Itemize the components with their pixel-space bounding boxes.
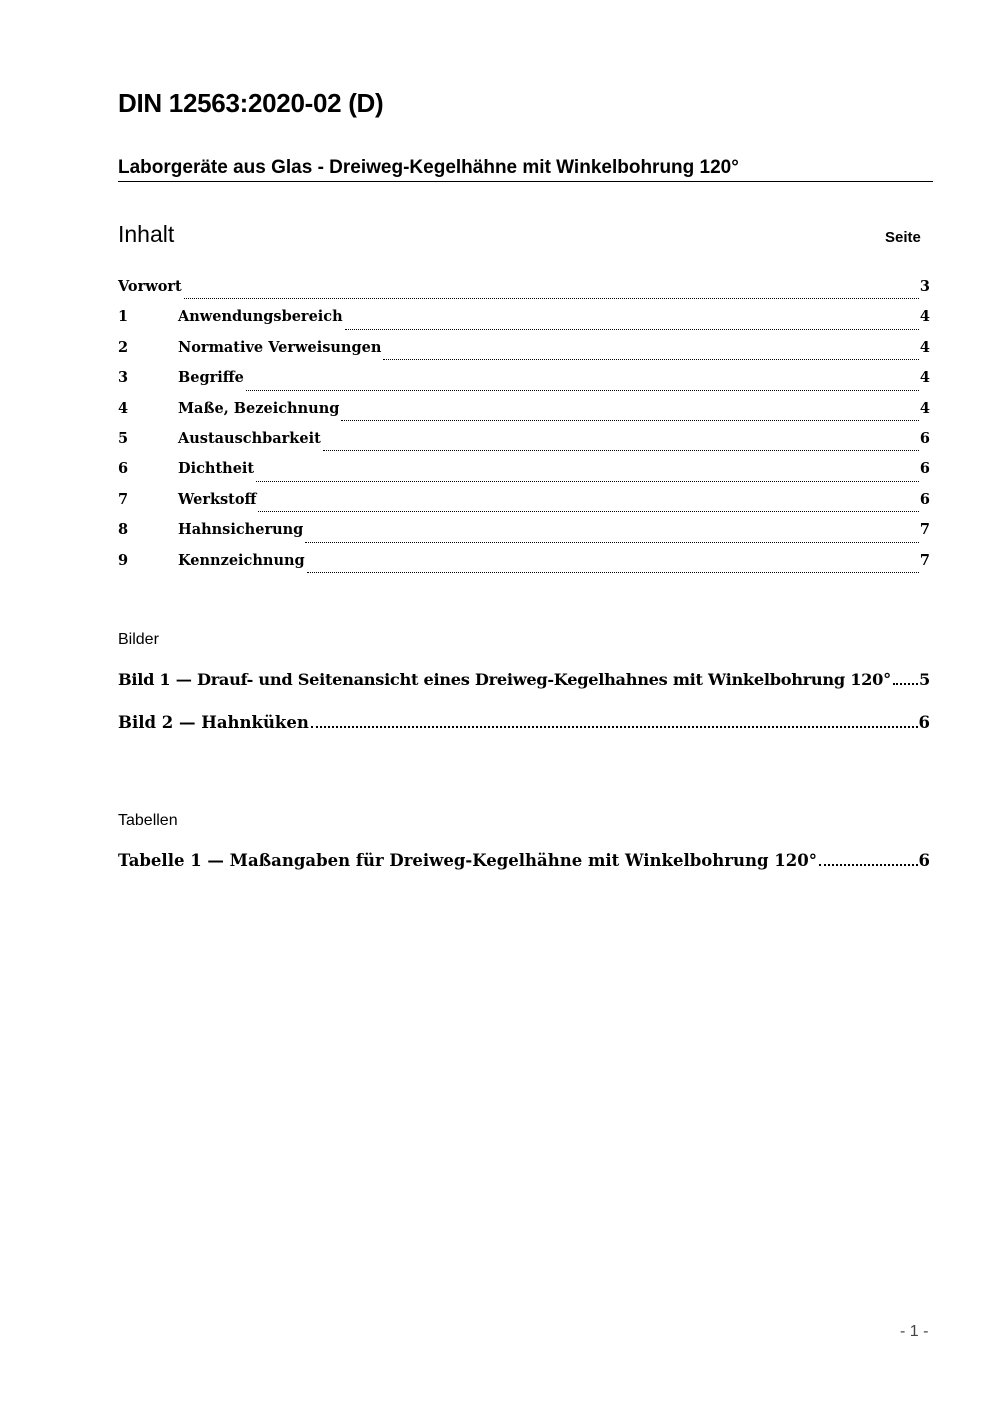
toc-entry-page: 4 (919, 338, 930, 356)
toc-entry-label: Normative Verweisungen (178, 338, 382, 356)
figure-entry-label: Bild 1 — Drauf- und Seitenansicht eines Dreiweg-Kegelhahnes mit Winkelbohrung 120° (118, 670, 891, 689)
toc-entry-label: Hahnsicherung (178, 521, 304, 539)
toc-entry-label: Kennzeichnung (178, 551, 305, 569)
toc-leader-dots (311, 726, 918, 728)
figures-heading: Bilder (118, 631, 159, 648)
toc-entry-label: Begriffe (178, 369, 244, 387)
toc-entry-page: 7 (919, 551, 930, 569)
toc-leader-dots (323, 450, 919, 451)
toc-entry-page: 3 (919, 278, 930, 295)
toc-leader-dots (256, 481, 919, 482)
toc-list (118, 278, 930, 582)
page-number: - 1 - (900, 1323, 929, 1340)
toc-entry[interactable] (118, 460, 930, 490)
toc-leader-dots (184, 298, 919, 299)
toc-leader-dots (893, 683, 918, 685)
toc-entry-label: Werkstoff (178, 490, 257, 508)
toc-entry[interactable] (118, 552, 930, 582)
figure-entry[interactable] (118, 713, 930, 732)
figure-entry-label: Bild 2 — Hahnküken (118, 713, 309, 732)
figure-entry-page: 6 (918, 713, 930, 732)
toc-entry[interactable] (118, 339, 930, 369)
toc-entry[interactable] (118, 308, 930, 338)
toc-entry-number: 1 (118, 308, 129, 326)
toc-entry-number: 3 (118, 369, 129, 387)
toc-page-column-label: Seite (885, 229, 921, 246)
toc-entry-number: 9 (118, 551, 129, 569)
toc-entry-number: 4 (118, 399, 129, 417)
toc-leader-dots (305, 542, 919, 543)
toc-entry[interactable] (118, 278, 930, 308)
toc-entry-label: Anwendungsbereich (178, 308, 343, 326)
toc-entry[interactable] (118, 400, 930, 430)
toc-entry-number: 2 (118, 338, 129, 356)
toc-leader-dots (246, 390, 919, 391)
table-entry-page: 6 (918, 851, 930, 870)
toc-entry[interactable] (118, 369, 930, 399)
toc-leader-dots (307, 572, 919, 573)
toc-leader-dots (341, 420, 919, 421)
toc-entry-label: Maße, Bezeichnung (178, 399, 340, 417)
toc-entry[interactable] (118, 491, 930, 521)
toc-entry-number: 7 (118, 490, 129, 508)
toc-entry-label: Austauschbarkeit (178, 429, 321, 447)
table-entry-label: Tabelle 1 — Maßangaben für Dreiweg-Kegelhähne mit Winkelbohrung 120° (118, 851, 817, 870)
document-title: DIN 12563:2020-02 (D) (118, 88, 384, 118)
tables-list (118, 851, 930, 870)
toc-entry-label: Dichtheit (178, 460, 255, 478)
toc-entry-page: 6 (919, 460, 930, 478)
figures-list-continued (118, 713, 930, 732)
tables-heading: Tabellen (118, 812, 178, 829)
toc-entry-page: 6 (919, 490, 930, 508)
toc-leader-dots (383, 359, 919, 360)
toc-entry-page: 6 (919, 429, 930, 447)
toc-entry[interactable] (118, 430, 930, 460)
toc-heading: Inhalt (118, 221, 175, 247)
toc-entry-page: 4 (919, 399, 930, 417)
toc-entry-label: Vorwort (118, 278, 182, 295)
toc-entry-number: 8 (118, 521, 129, 539)
figures-list (118, 670, 930, 689)
toc-entry[interactable] (118, 521, 930, 551)
figure-entry-page: 5 (919, 670, 930, 689)
toc-entry-page: 4 (919, 369, 930, 387)
toc-entry-number: 5 (118, 429, 129, 447)
toc-leader-dots (345, 329, 919, 330)
toc-leader-dots (258, 511, 918, 512)
toc-entry-page: 4 (919, 308, 930, 326)
toc-leader-dots (819, 864, 918, 866)
figure-entry[interactable] (118, 670, 930, 689)
toc-entry-page: 7 (919, 521, 930, 539)
toc-entry-number: 6 (118, 460, 129, 478)
table-entry[interactable] (118, 851, 930, 870)
document-subtitle: Laborgeräte aus Glas - Dreiweg-Kegelhähne mit Winkelbohrung 120° (118, 157, 933, 182)
